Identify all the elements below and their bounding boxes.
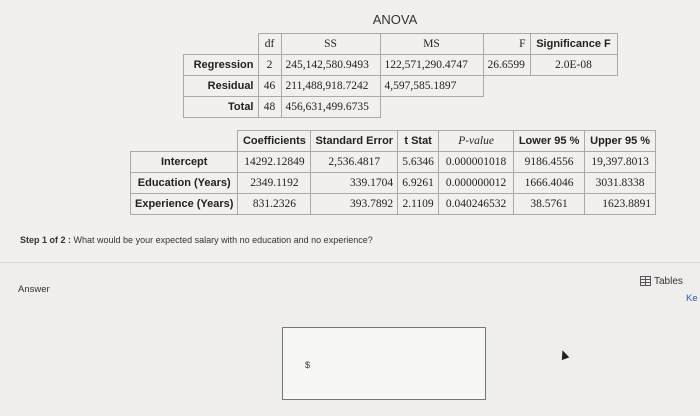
anova-empty-cell [530,76,617,97]
coef-row-label: Education (Years) [131,173,238,194]
coef-cell-coef: 2349.1192 [238,173,311,194]
currency-symbol: $ [305,360,311,370]
anova-row-total [184,97,618,118]
answer-label: Answer [18,284,50,295]
anova-row-label: Residual [184,76,259,97]
coef-row-education [131,173,656,194]
coef-cell-lower: 1666.4046 [514,173,585,194]
anova-empty-cell [483,76,530,97]
coef-header-t: t Stat [398,131,439,152]
coef-cell-lower: 38.5761 [514,194,585,215]
anova-cell-f: 26.6599 [483,55,530,76]
anova-header-f: F [483,34,530,55]
anova-header-row [184,34,618,55]
coef-cell-t: 2.1109 [398,194,439,215]
anova-cell-df: 48 [258,97,281,118]
coef-cell-coef: 831.2326 [238,194,311,215]
coef-cell-p: 0.040246532 [439,194,514,215]
anova-header-ss: SS [281,34,380,55]
coef-corner-cell [131,131,238,152]
coef-row-experience [131,194,656,215]
anova-cell-ms: 122,571,290.4747 [380,55,483,76]
anova-table [183,33,618,118]
coef-cell-p: 0.000000012 [439,173,514,194]
anova-empty-cell [380,97,483,118]
coef-header-row [131,131,656,152]
anova-cell-ss: 245,142,580.9493 [281,55,380,76]
coef-cell-t: 6.9261 [398,173,439,194]
coef-row-intercept [131,152,656,173]
tables-grid-icon [640,276,651,286]
question-step-label: Step 1 of 2 : [20,235,72,245]
question-prompt [20,235,373,245]
anova-row-regression [184,55,618,76]
coef-cell-coef: 14292.12849 [238,152,311,173]
anova-cell-ss: 456,631,499.6735 [281,97,380,118]
anova-title: ANOVA [372,12,418,27]
anova-row-label: Total [184,97,259,118]
coef-cell-upper: 3031.8338 [585,173,656,194]
keypad-link[interactable]: Ke [686,293,698,304]
coef-header-coefficients: Coefficients [238,131,311,152]
coef-cell-p: 0.000001018 [439,152,514,173]
coef-header-p: P-value [439,131,514,152]
coef-cell-se: 339.1704 [311,173,398,194]
coef-cell-se: 2,536.4817 [311,152,398,173]
tables-button[interactable] [640,273,683,289]
anova-header-sig: Significance F [530,34,617,55]
tables-button-label: Tables [654,275,683,287]
anova-row-residual [184,76,618,97]
anova-empty-cell [483,97,530,118]
coef-cell-upper: 1623.8891 [585,194,656,215]
anova-header-ms: MS [380,34,483,55]
coef-header-se: Standard Error [311,131,398,152]
anova-cell-df: 46 [258,76,281,97]
anova-cell-ms: 4,597,585.1897 [380,76,483,97]
coef-cell-t: 5.6346 [398,152,439,173]
anova-cell-sig: 2.0E-08 [530,55,617,76]
coef-cell-se: 393.7892 [311,194,398,215]
coef-header-upper: Upper 95 % [585,131,656,152]
coef-cell-lower: 9186.4556 [514,152,585,173]
coef-row-label: Intercept [131,152,238,173]
anova-header-df: df [258,34,281,55]
anova-row-label: Regression [184,55,259,76]
coef-cell-upper: 19,397.8013 [585,152,656,173]
anova-cell-df: 2 [258,55,281,76]
anova-empty-cell [530,97,617,118]
anova-cell-ss: 211,488,918.7242 [281,76,380,97]
answer-input-box[interactable] [282,327,486,400]
question-text: What would be your expected salary with no education and no experience? [73,235,373,245]
coefficients-table [130,130,656,215]
anova-corner-cell [184,34,259,55]
coef-row-label: Experience (Years) [131,194,238,215]
coef-header-lower: Lower 95 % [514,131,585,152]
